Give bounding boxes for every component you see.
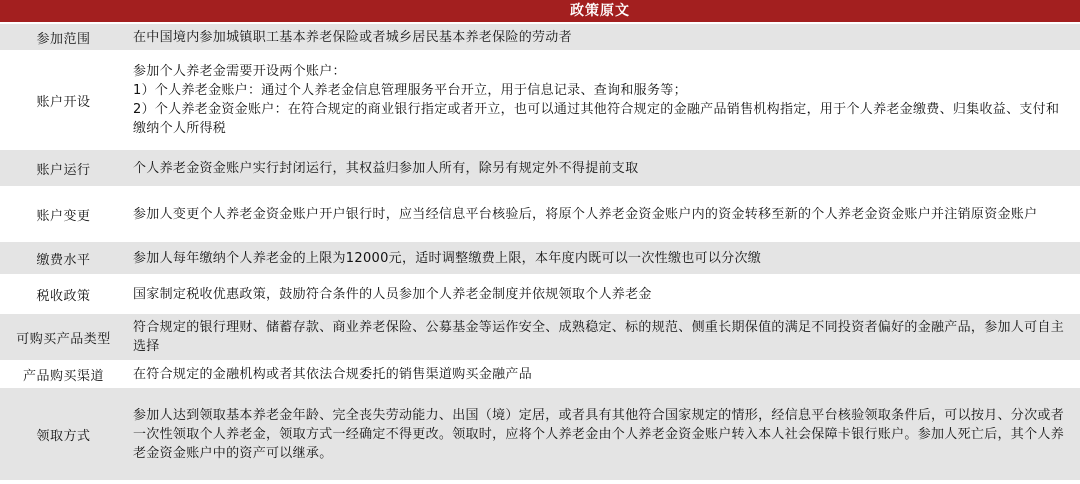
table-row	[0, 362, 1080, 386]
table-header-title: 政策原文	[0, 0, 1080, 22]
row-text: 参加人每年缴纳个人养老金的上限为12000元，适时调整缴费上限，本年度内既可以一次性缴也可以分次缴	[133, 250, 762, 266]
row-category: 账户变更	[36, 208, 91, 224]
row-category: 领取方式	[36, 428, 91, 444]
row-category: 账户运行	[36, 162, 91, 178]
row-category: 账户开设	[36, 94, 91, 110]
table-row	[0, 24, 1080, 50]
row-text: 参加人达到领取基本养老金年龄、完全丧失劳动能力、出国（境）定居，或者具有其他符合国家规定的情形，经信息平台核验领取条件后，可以按月、分次或者一次性领取个人养老金，领取方式一经确定不得更改。领取时，应将个人养老金由个人养老金资金账户转入本人社会保障卡银行账户。参加人死亡后，其个人养老金资金账户中的资产可以继承。	[133, 407, 1065, 461]
table-row	[0, 188, 1080, 240]
table-row	[0, 314, 1080, 360]
row-text: 在符合规定的金融机构或者其依法合规委托的销售渠道购买金融产品	[133, 366, 533, 382]
row-text: 参加个人养老金需要开设两个账户： 1）个人养老金账户：通过个人养老金信息管理服务平台开立，用于信息记录、查询和服务等； 2）个人养老金资金账户：在符合规定的商业银行指定或者开立，也可以通过其他符合规定的金融产品销售机构指定，用于个人养老金缴费、归集收益、支付和缴纳个人所得税	[133, 64, 1060, 136]
table-row	[0, 242, 1080, 274]
row-text: 参加人变更个人养老金资金账户开户银行时，应当经信息平台核验后，将原个人养老金资金账户内的资金转移至新的个人养老金资金账户并注销原资金账户	[133, 206, 1038, 222]
row-category: 参加范围	[36, 31, 91, 47]
row-category: 税收政策	[36, 288, 91, 304]
row-text: 在中国境内参加城镇职工基本养老保险或者城乡居民基本养老保险的劳动者	[133, 29, 572, 45]
row-text: 符合规定的银行理财、储蓄存款、商业养老保险、公募基金等运作安全、成熟稳定、标的规范、侧重长期保值的满足不同投资者偏好的金融产品，参加人可自主选择	[133, 320, 1065, 354]
row-text: 国家制定税收优惠政策，鼓励符合条件的人员参加个人养老金制度并依规领取个人养老金	[133, 286, 652, 302]
row-category: 可购买产品类型	[16, 331, 111, 347]
table-row	[0, 388, 1080, 480]
table-row	[0, 52, 1080, 148]
row-category: 缴费水平	[36, 252, 91, 268]
row-category: 产品购买渠道	[22, 368, 104, 384]
row-text: 个人养老金资金账户实行封闭运行，其权益归参加人所有，除另有规定外不得提前支取	[133, 160, 639, 176]
table-row	[0, 150, 1080, 186]
table-row	[0, 276, 1080, 312]
